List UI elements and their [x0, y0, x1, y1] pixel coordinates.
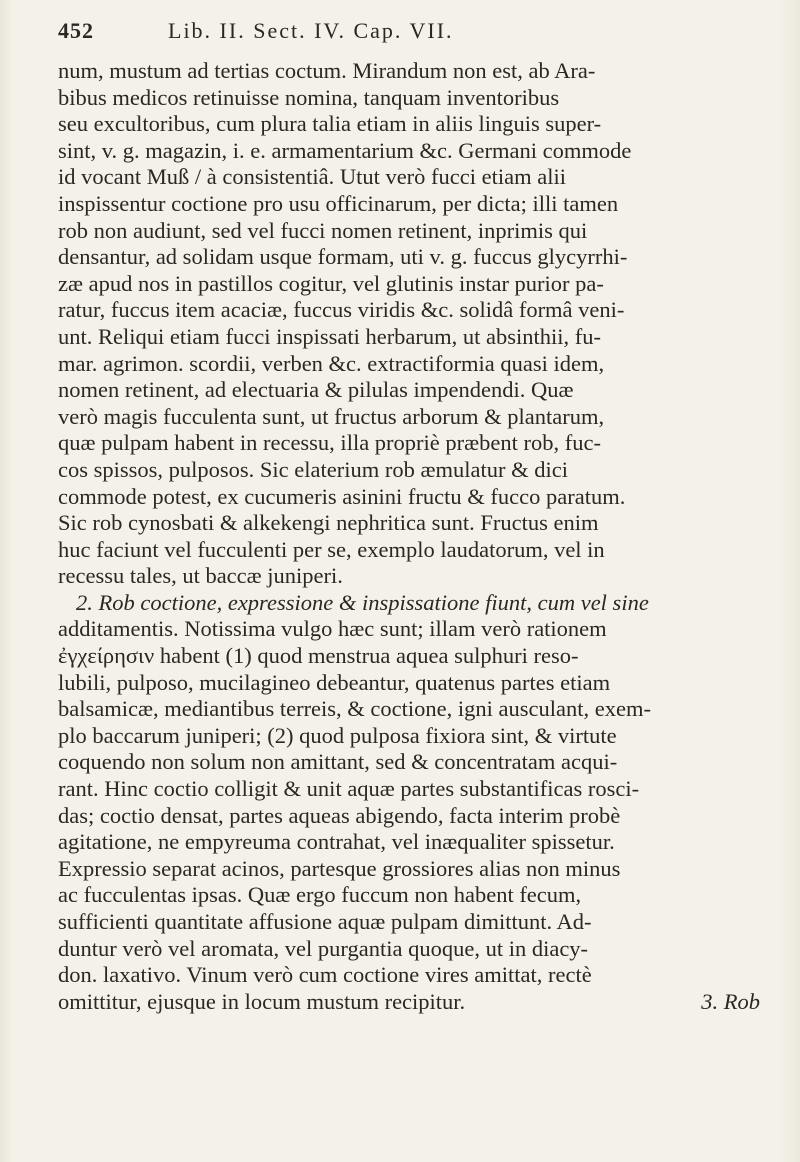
text-line: mar. agrimon. scordii, verben &c. extractiformia quasi idem, [58, 350, 605, 376]
section-heading: 2. Rob coctione, expressione & inspissatione fiunt, cum vel sine [76, 589, 649, 615]
text-line: das; coctio densat, partes aqueas abigendo, facta interim probè [58, 802, 621, 828]
text-line: omittitur, ejusque in locum mustum recipitur. [58, 988, 466, 1014]
final-line [58, 989, 760, 1016]
text-line: Sic rob cynosbati & alkekengi nephritica sunt. Fructus enim [58, 510, 599, 536]
page-header [58, 18, 760, 58]
text-line: id vocant Muß / à consistentiâ. Utut verò fucci etiam alii [58, 164, 566, 190]
text-line: bibus medicos retinuisse nomina, tanquam inventoribus [58, 84, 560, 110]
text-line: nomen retinent, ad electuaria & pilulas impendendi. Quæ [58, 377, 574, 403]
text-line: verò magis fucculenta sunt, ut fructus arborum & plantarum, [58, 403, 605, 429]
text-line: rob non audiunt, sed vel fucci nomen retinent, inprimis qui [58, 217, 588, 243]
text-line: don. laxativo. Vinum verò cum coctione vires amittat, rectè [58, 962, 592, 988]
text-line: quæ pulpam habent in recessu, illa propriè præbent rob, fuc- [58, 430, 601, 456]
text-line: sufficienti quantitate affusione aquæ pulpam dimittunt. Ad- [58, 909, 592, 934]
text-line: ac fucculentas ipsas. Quæ ergo fuccum non habent fecum, [58, 882, 582, 908]
text-line: densantur, ad solidam usque formam, uti v. g. fuccus glycyrrhi- [58, 244, 628, 270]
text-line: ἐγχείρησιν habent (1) quod menstrua aquea sulphuri reso- [58, 643, 579, 669]
text-line: num, mustum ad tertias coctum. Mirandum non est, ab Ara- [58, 58, 596, 83]
text-line: seu excultoribus, cum plura talia etiam in aliis linguis super- [58, 111, 602, 137]
text-line: Expressio separat acinos, partesque grossiores alias non minus [58, 855, 621, 881]
text-line: additamentis. Notissima vulgo hæc sunt; illam verò rationem [58, 616, 607, 642]
text-line: zæ apud nos in pastillos cogitur, vel glutinis instar purior pa- [58, 270, 604, 296]
text-line: cos spissos, pulposos. Sic elaterium rob æmulatur & dici [58, 456, 568, 482]
text-line: agitatione, ne empyreuma contrahat, vel inæqualiter spissetur. [58, 829, 615, 855]
text-line: recessu tales, ut baccæ juniperi. [58, 563, 343, 589]
text-line: plo baccarum juniperi; (2) quod pulposa fixiora sint, & virtute [58, 722, 617, 748]
text-line: huc faciunt vel fucculenti per se, exemplo laudatorum, vel in [58, 536, 605, 562]
catchword: 3. Rob [701, 988, 760, 1014]
text-line: rant. Hinc coctio colligit & unit aquæ partes substantificas rosci- [58, 776, 640, 802]
text-line: inspissentur coctione pro usu officinarum, per dicta; illi tamen [58, 190, 619, 216]
body-text [58, 58, 760, 1015]
text-line: sint, v. g. magazin, i. e. armamentarium &c. Germani commode [58, 137, 632, 163]
page-number: 452 [58, 18, 94, 43]
text-line: duntur verò vel aromata, vel purgantia quoque, ut in diacy- [58, 935, 589, 961]
text-line: coquendo non solum non amittant, sed & concentratam acqui- [58, 749, 618, 775]
text-line: lubili, pulposo, mucilagineo debeantur, quatenus partes etiam [58, 669, 611, 695]
running-head: Lib. II. Sect. IV. Cap. VII. [168, 18, 454, 43]
text-line: commode potest, ex cucumeris asinini fructu & fucco paratum. [58, 483, 626, 509]
text-line: ratur, fuccus item acaciæ, fuccus viridis &c. solidâ formâ veni- [58, 297, 625, 323]
text-line: balsamicæ, mediantibus terreis, & coctione, igni ausculant, exem- [58, 696, 651, 722]
text-line: unt. Reliqui etiam fucci inspissati herbarum, ut absinthii, fu- [58, 323, 602, 349]
